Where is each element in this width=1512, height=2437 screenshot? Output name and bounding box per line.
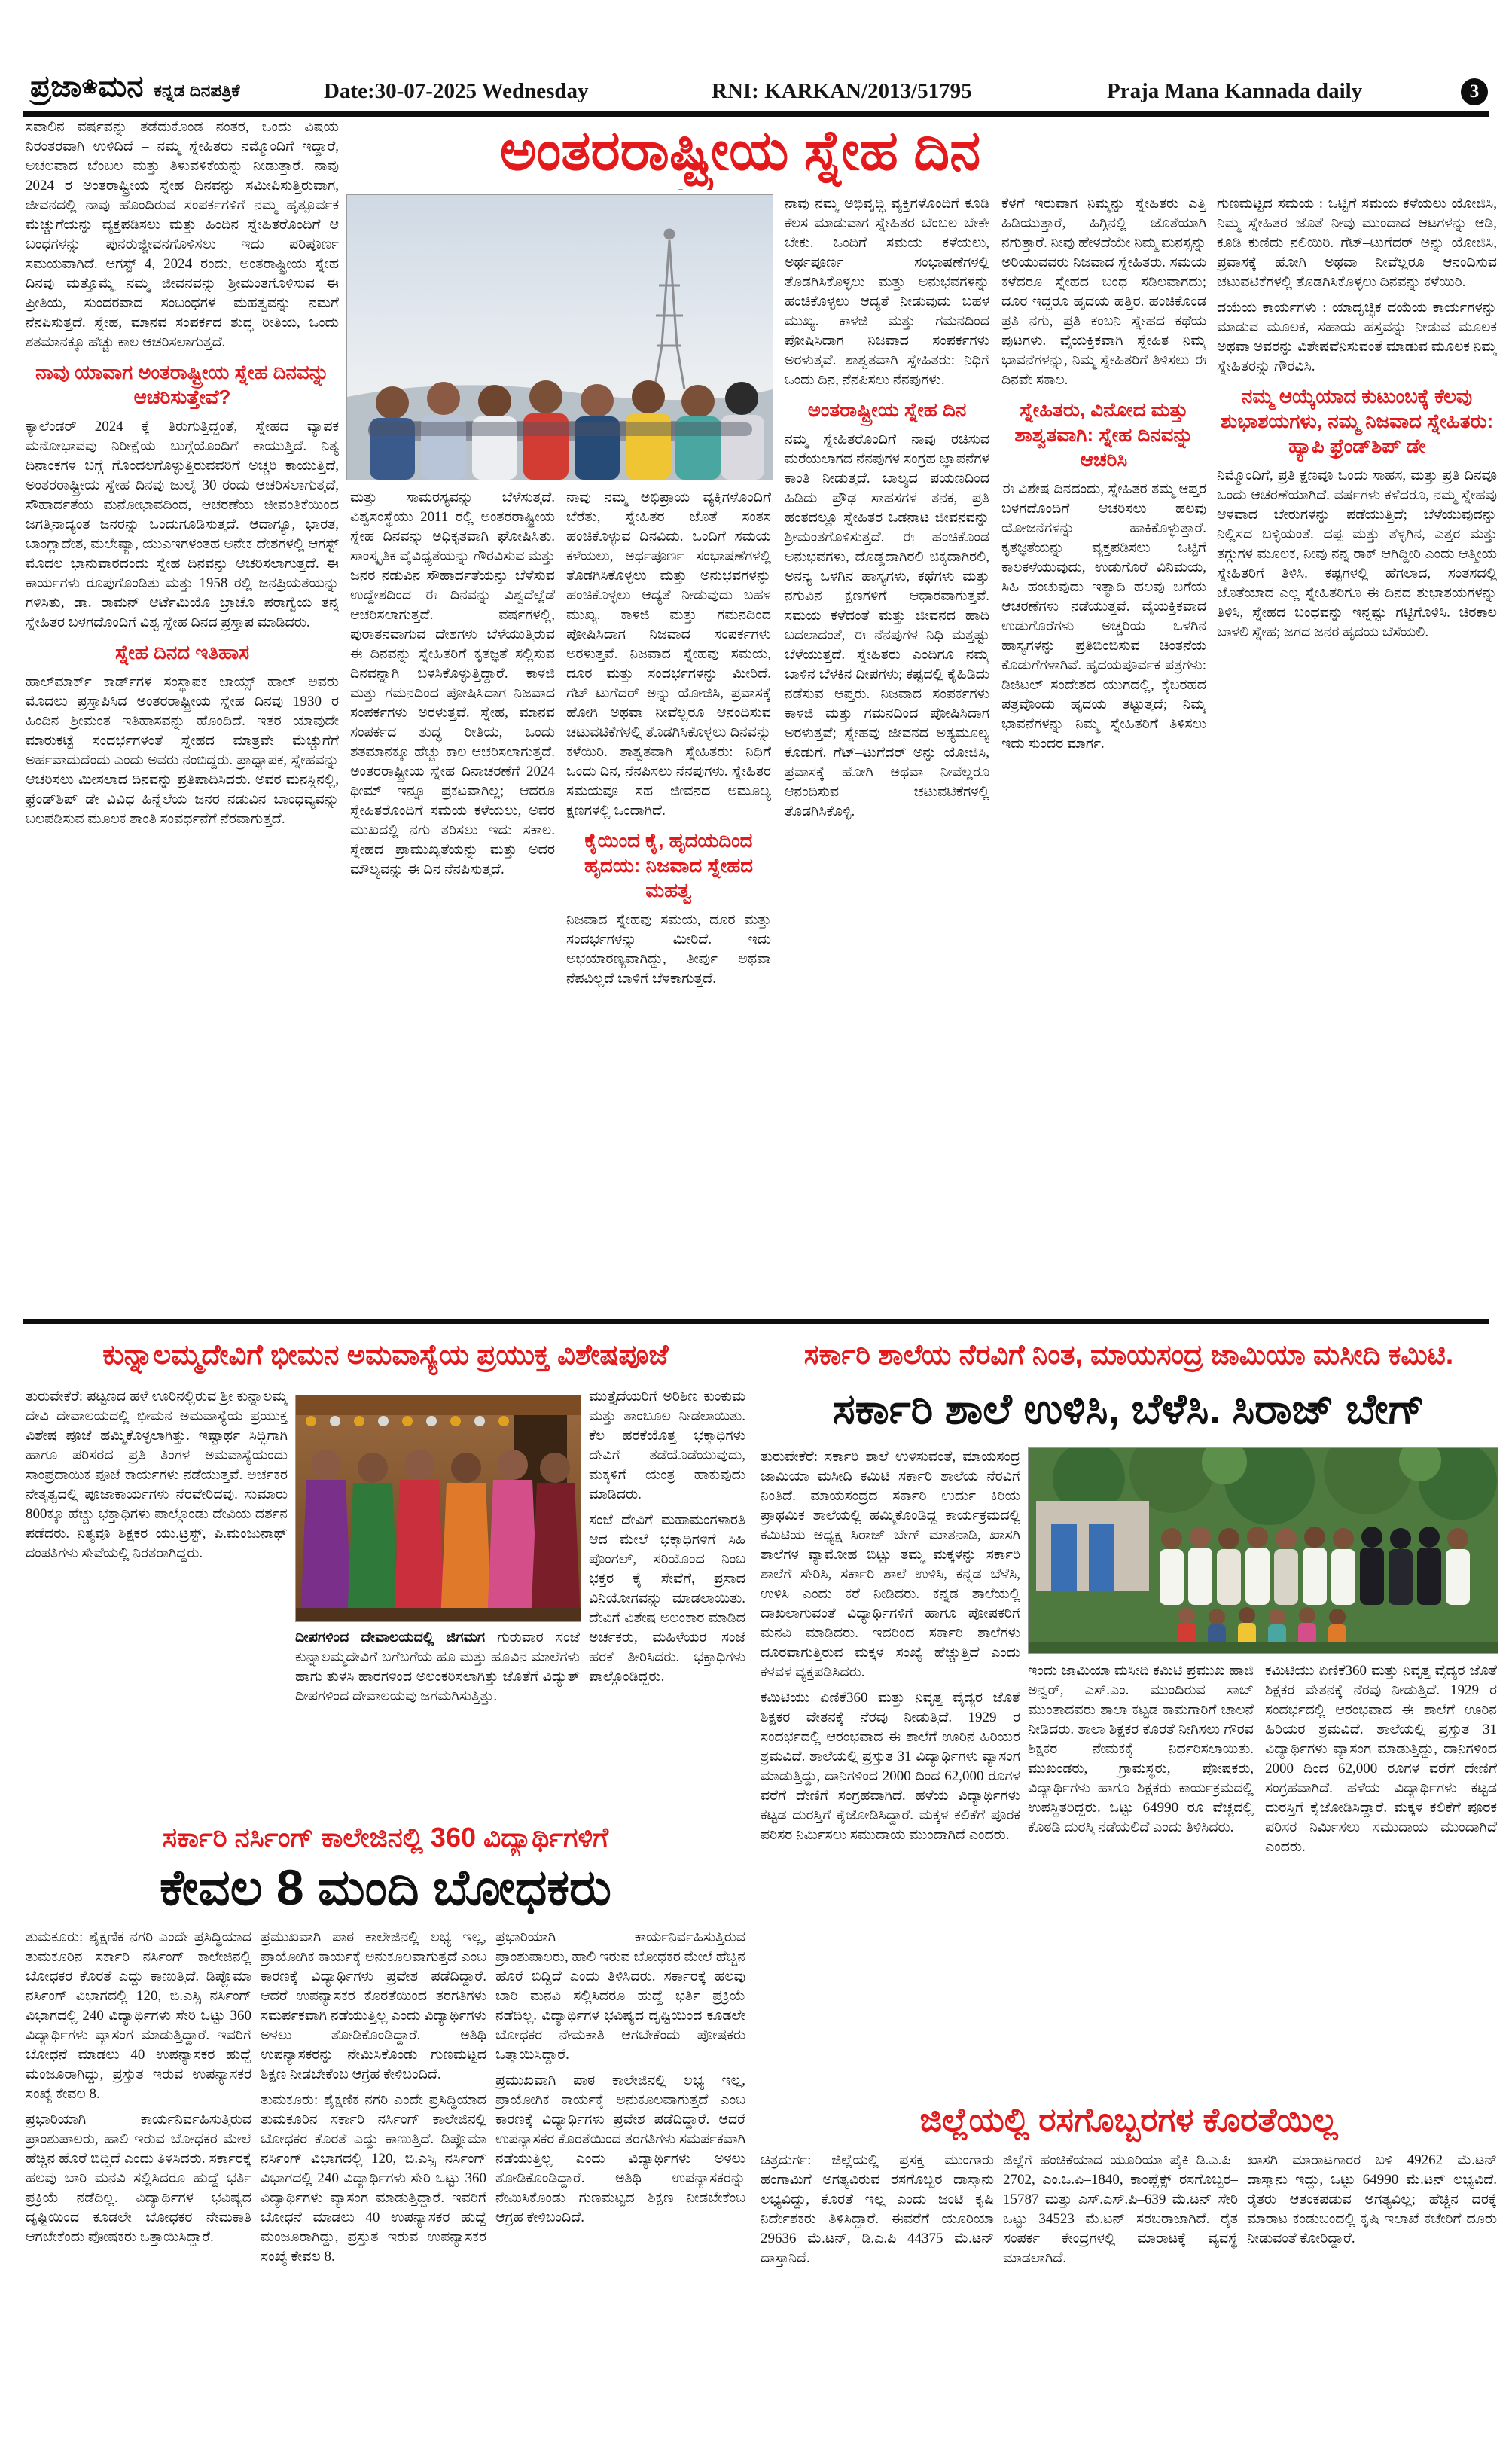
lead-paragraph: ಹಾಲ್‌ಮಾರ್ಕ್ ಕಾರ್ಡ್‌ಗಳ ಸಂಸ್ಥಾಪಕ ಜಾಯ್ಸ್ ಹಾಲ್ ಅವರು ಮೊದಲು ಪ್ರಸ್ತಾಪಿಸಿದ ಅಂತರರಾಷ್ಟ್ರೀಯ ಸ್ನೇಹ ದಿನವು 1930 ರ ಹಿಂದಿನ ಶ್ರೀಮಂತ ಇತಿಹಾಸವನ್ನು ಹೊಂದಿದೆ. ಇತರ ಯಾವುದೇ ಮಾರುಕಟ್ಟೆ ಸಂದರ್ಭಗಳಂತೆ ಸ್ನೇಹದ ಮಾತ್ರವೇ ಮೆಚ್ಚುಗೆಗೆ ಅರ್ಹವಾದುದೆಂದು ಎಂದು ಅವರು ನಂಬಿದ್ದರು. ಪ್ರಾಧ್ಯಾಪಕ, ಸ್ನೇಹವನ್ನು ಆಚರಿಸಲು ಮೀಸಲಾದ ದಿನವನ್ನು ಪ್ರತಿಪಾದಿಸಿದರು. ಅವರ ಮನಸ್ಸಿನಲ್ಲಿ, ಫ್ರೆಂಡ್‌ಶಿಪ್ ಡೇ ವಿವಿಧ ಹಿನ್ನೆಲೆಯ ಜನರ ನಡುವಿನ ಬಾಂಧವ್ಯವನ್ನು ಬಲಪಡಿಸುವ ಮೂಲಕ ಶಾಂತಿ ಸಂವರ್ಧನೆಗೆ ನೆರವಾಗುತ್ತದೆ. [26,674,339,827]
lead-subhead-hand: ಕೈಯಿಂದ ಕೈ, ಹೃದಯದಿಂದ ಹೃದಯ: ನಿಜವಾದ ಸ್ನೇಹದ ಮಹತ್ವ [584,829,754,901]
lead-column-5 [1001,194,1206,1316]
lead-column-4 [785,194,989,1316]
pooja-lead-rest: ಗುರುವಾರ ಸಂಜೆ ಕುನ್ನಾಲಮ್ಮದೇವಿಗೆ ಬಗೆಬಗೆಯ ಹೂ ಮತ್ತು ಹೂವಿನ ಮಾಲೆಗಳು ಹಾಗು ತುಳಸಿ ಹಾರಗಳಿಂದ ಅಲಂಕರಿಸಲಾಗಿತ್ತು ಜೊತೆಗೆ ವಿದ್ಯುತ್ ದೀಪಗಳಿಂದ ದೇವಾಲಯವು ಜಗಮಗಿಸುತ್ತಿತ್ತು. [295,1630,580,1704]
lead-paragraph: ನಿಜವಾದ ಸ್ನೇಹವು ಸಮಯ, ದೂರ ಮತ್ತು ಸಂದರ್ಭಗಳನ್ನು ಮೀರಿದೆ. ಇದು ಅಭಯಾರಣ್ಯವಾಗಿದ್ದು, ತೀರ್ಪು ಅಥವಾ ನೆಪವಿಲ್ಲದೆ ಬಾಳಿಗೆ ಬೆಳಕಾಗುತ್ತದೆ. [566,912,771,987]
pooja-column-1 [26,1387,288,1810]
fertilizer-column-3 [1247,2151,1497,2407]
page-number-badge: 3 [1461,78,1488,105]
lead-column-1 [26,117,339,1316]
lead-column-6 [1217,194,1497,1316]
nursing-column-1 [26,1928,251,2407]
fertilizer-column-2 [1003,2151,1238,2407]
school-column-3 [1265,1661,1497,2094]
lead-paragraph: ಮತ್ತು ಸಾಮರಸ್ಯವನ್ನು ಬೆಳೆಸುತ್ತದೆ. ವಿಶ್ವಸಂಸ್ಥೆಯು 2011 ರಲ್ಲಿ ಅಂತರರಾಷ್ಟ್ರೀಯ ಸ್ನೇಹ ದಿನವನ್ನು ಅಧಿಕೃತವಾಗಿ ಘೋಷಿಸಿತು. ಸಾಂಸ್ಕೃತಿಕ ವೈವಿಧ್ಯತೆಯನ್ನು ಗೌರವಿಸುವ ಮತ್ತು ಜನರ ನಡುವಿನ ಸೌಹಾರ್ದತೆಯನ್ನು ಬೆಳೆಸುವ ಉದ್ದೇಶದಿಂದ ಈ ದಿನವನ್ನು ವಿಶ್ವದೆಲ್ಲೆಡೆ ಆಚರಿಸಲಾಗುತ್ತದೆ. ವರ್ಷಗಳಲ್ಲಿ, ಪುರಾತನವಾಗುವ ದೇಶಗಳು ಬೆಳೆಯುತ್ತಿರುವ ಈ ದಿನವನ್ನು ಸ್ನೇಹಿತರಿಗೆ ಕೃತಜ್ಞತೆ ಸಲ್ಲಿಸುವ ದಿನವನ್ನಾಗಿ ಬಳಸಿಕೊಳ್ಳುತ್ತಿದ್ದಾರೆ. ಕಾಳಜಿ ಮತ್ತು ಗಮನದಿಂದ ಪೋಷಿಸಿದಾಗ ನಿಜವಾದ ಸಂಪರ್ಕಗಳು ಅರಳುತ್ತವೆ. ಸ್ನೇಹ, ಮಾನವ ಸಂಪರ್ಕದ ಶುದ್ಧ ರೀತಿಯ, ಒಂದು ಶತಮಾನಕ್ಕೂ ಹೆಚ್ಚು ಕಾಲ ಆಚರಿಸಲಾಗುತ್ತದೆ. ಅಂತರರಾಷ್ಟ್ರೀಯ ಸ್ನೇಹ ದಿನಾಚರಣೆಗೆ 2024 ಥೀಮ್ ಇನ್ನೂ ಪ್ರಕಟವಾಗಿಲ್ಲ; ಆದರೂ ಸ್ನೇಹಿತರೊಂದಿಗೆ ಸಮಯ ಕಳೆಯಲು, ಅವರ ಮುಖದಲ್ಲಿ ನಗು ತರಿಸಲು ಇದು ಸಕಾಲ. ಸ್ನೇಹದ ಪ್ರಾಮುಖ್ಯತೆಯನ್ನು ಮತ್ತು ಅದರ ಮೌಲ್ಯವನ್ನು ಈ ದಿನ ನೆನಪಿಸುತ್ತದೆ. [350,490,555,877]
masthead-daily-name: Praja Mana Kannada daily [1107,79,1363,103]
lead-paragraph: ಕ್ಯಾಲೆಂಡರ್ 2024 ಕ್ಕೆ ತಿರುಗುತ್ತಿದ್ದಂತೆ, ಸ್ನೇಹದ ವ್ಯಾಪಕ ಮನೋಭಾವವು ನಿರೀಕ್ಷೆಯ ಬುಗ್ಗೆಯೊಂದಿಗೆ ಕಾಯುತ್ತಿದೆ. ನಿತ್ಯ ದಿನಾಂಕಗಳ ಬಗ್ಗೆ ಗೊಂದಲಗೊಳ್ಳುತ್ತಿರುವವರಿಗೆ ಅಚ್ಚರಿ ಕಾಯುತ್ತಿದೆ, ಅಂತರರಾಷ್ಟ್ರೀಯ ಸ್ನೇಹ ದಿನವು ಜುಲೈ 30 ರಂದು ಆಚರಿಸಲಾಗುತ್ತದೆ, ಸೌಹಾರ್ದತೆಯ ಮನೋಭಾವದಿಂದ, ಆಚರಣೆಯ ಜೀವಂತಿಕೆಯಿಂದ ಜಗತ್ತಿನಾದ್ಯಂತ ಜನರನ್ನು ಒಂದುಗೂಡಿಸುತ್ತದೆ. ಆದಾಗ್ಯೂ, ಭಾರತ, ಬಾಂಗ್ಲಾದೇಶ, ಮಲೇಷ್ಯಾ, ಯುಎಇಗಳಂತಹ ಅನೇಕ ದೇಶಗಳಲ್ಲಿ ಆಗಸ್ಟ್ ಮೊದಲ ಭಾನುವಾರದಂದು ಸ್ನೇಹ ದಿನವನ್ನು ಆಚರಿಸಲಾಗುತ್ತದೆ. ಈ ಕಾರ್ಯಗಳು ರೂಪುಗೊಂಡಿತು ಮತ್ತು 1958 ರಲ್ಲಿ ಜನಪ್ರಿಯತೆಯನ್ನು ಗಳಿಸಿತು, ಡಾ. ರಾಮನ್ ಆರ್ಟೆಮಿಯೊ ಬ್ರಾಚೊ ಪರಾಗ್ವೆಯ ತನ್ನ ಸ್ನೇಹಿತರ ಬಳಗದೊಂದಿಗೆ ವಿಶ್ವ ಸ್ನೇಹ ದಿನದ ಪ್ರಸ್ತಾಪ ಮಾಡಿದರು. [26,419,339,630]
fertilizer-column-1 [761,2151,994,2407]
school-column-1 [761,1447,1020,2094]
pooja-column-3 [589,1387,745,1810]
lead-paragraph: ನಾವು ನಮ್ಮ ಅಭಿವೃದ್ಧಿ ವ್ಯಕ್ತಿಗಳೊಂದಿಗೆ ಕೂಡಿ ಕೆಲಸ ಮಾಡುವಾಗ ಸ್ನೇಹಿತರ ಬೆಂಬಲ ಬೇಕೇ ಬೇಕು. ಒಂದಿಗೆ ಸಮಯ ಕಳೆಯಲು, ಅರ್ಥಪೂರ್ಣ ಸಂಭಾಷಣೆಗಳಲ್ಲಿ ತೊಡಗಿಸಿಕೊಳ್ಳಲು ಮತ್ತು ಅನುಭವಗಳನ್ನು ಹಂಚಿಕೊಳ್ಳಲು ಆದ್ಯತೆ ನೀಡುವುದು ಬಹಳ ಮುಖ್ಯ. ಕಾಳಜಿ ಮತ್ತು ಗಮನದಿಂದ ಪೋಷಿಸಿದಾಗ ನಿಜವಾದ ಸಂಪರ್ಕಗಳು ಅರಳುತ್ತವೆ. ಶಾಶ್ವತವಾಗಿ ಸ್ನೇಹಿತರು: ನಿಧಿಗೆ ಒಂದು ದಿನ, ನೆನಪಿಸಲು ನೆನಪುಗಳು. [785,196,989,388]
nursing-column-3 [495,1928,745,2407]
lead-subhead-friends-fun: ಸ್ನೇಹಿತರು, ವಿನೋದ ಮತ್ತು ಶಾಶ್ವತವಾಗಿ: ಸ್ನೇಹ ದಿನವನ್ನು ಆಚರಿಸಿ [1014,398,1193,471]
pooja-headline: ಕುನ್ನಾಲಮ್ಮದೇವಿಗೆ ಭೀಮನ ಅಮವಾಸ್ಯೆಯ ಪ್ರಯುಕ್ತ ವಿಶೇಷಪೂಜೆ [102,1339,669,1370]
nursing-paragraph: ತುಮಕೂರು: ಶೈಕ್ಷಣಿಕ ನಗರಿ ಎಂದೇ ಪ್ರಸಿದ್ಧಿಯಾದ ತುಮಕೂರಿನ ಸರ್ಕಾರಿ ನರ್ಸಿಂಗ್ ಕಾಲೇಜಿನಲ್ಲಿ ಬೋಧಕರ ಕೊರತೆ ಎದ್ದು ಕಾಣುತ್ತಿದೆ. ಡಿಪ್ಲೊಮಾ ನರ್ಸಿಂಗ್ ವಿಭಾಗದಲ್ಲಿ 120, ಬಿ.ಎಸ್ಸಿ ನರ್ಸಿಂಗ್ ವಿಭಾಗದಲ್ಲಿ 240 ವಿದ್ಯಾರ್ಥಿಗಳು ಸೇರಿ ಒಟ್ಟು 360 ವಿದ್ಯಾರ್ಥಿಗಳು ವ್ಯಾಸಂಗ ಮಾಡುತ್ತಿದ್ದಾರೆ. ಇವರಿಗೆ ಬೋಧನೆ ಮಾಡಲು 40 ಉಪನ್ಯಾಸಕರ ಹುದ್ದೆ ಮಂಜೂರಾಗಿದ್ದು, ಪ್ರಸ್ತುತ ಇರುವ ಉಪನ್ಯಾಸಕರ ಸಂಖ್ಯೆ ಕೇವಲ 8. [26,1929,251,2102]
nursing-paragraph: ಪ್ರಮುಖವಾಗಿ ಪಾಠ ಕಾಲೇಜಿನಲ್ಲಿ ಲಭ್ಯ ಇಲ್ಲ, ಪ್ರಾಯೋಗಿಕ ಕಾರ್ಯಕ್ಕೆ ಅನುಕೂಲವಾಗುತ್ತದೆ ಎಂಬ ಕಾರಣಕ್ಕೆ ವಿದ್ಯಾರ್ಥಿಗಳು ಪ್ರವೇಶ ಪಡೆದಿದ್ದಾರೆ. ಆದರೆ ಉಪನ್ಯಾಸಕರ ಕೊರತೆಯಿಂದ ತರಗತಿಗಳು ಸಮರ್ಪಕವಾಗಿ ನಡೆಯುತ್ತಿಲ್ಲ ಎಂದು ವಿದ್ಯಾರ್ಥಿಗಳು ಅಳಲು ತೋಡಿಕೊಂಡಿದ್ದಾರೆ. ಅತಿಥಿ ಉಪನ್ಯಾಸಕರನ್ನು ನೇಮಿಸಿಕೊಂಡು ಗುಣಮಟ್ಟದ ಶಿಕ್ಷಣ ನೀಡಬೇಕೆಂಬ ಆಗ್ರಹ ಕೇಳಿಬಂದಿದೆ. [495,2073,745,2225]
nursing-column-2 [261,1928,486,2407]
lead-subhead-intl: ಅಂತರಾಷ್ಟ್ರೀಯ ಸ್ನೇಹ ದಿನ [807,398,967,421]
school-column-2 [1028,1661,1254,2094]
nursing-headline-red: ಸರ್ಕಾರಿ ನರ್ಸಿಂಗ್ ಕಾಲೇಜಿನಲ್ಲಿ 360 ವಿದ್ಯಾರ್ಥಿಗಳಿಗೆ [162,1822,609,1853]
lead-subhead-when: ನಾವು ಯಾವಾಗ ಅಂತರಾಷ್ಟ್ರೀಯ ಸ್ನೇಹ ದಿನವನ್ನು ಆಚರಿಸುತ್ತೇವೆ? [35,361,329,408]
pooja-paragraph: ಸಂಜೆ ದೇವಿಗೆ ಮಹಾಮಂಗಳಾರತಿ ಆದ ಮೇಲೆ ಭಕ್ತಾಧಿಗಳಿಗೆ ಸಿಹಿ ಪೊಂಗಲ್, ಸರಿಯೊಂದ ನಿಂಬ ಭಕ್ತರ ಕೈ ಸೇವೆಗೆ, ಪ್ರಸಾದ ವಿನಿಯೋಗವನ್ನು ಮಾಡಲಾಯಿತು. ದೇವಿಗೆ ವಿಶೇಷ ಅಲಂಕಾರ ಮಾಡಿದ ಅರ್ಚಕರು, ಮಹಿಳೆಯರ ಸಂಜೆ ಹರಕೆ ತೀರಿಸಿದರು. ಭಕ್ತಾಧಿಗಳು ಪಾಲ್ಗೊಂಡಿದ್ದರು. [589,1512,745,1685]
lead-headline: ಅಂತರರಾಷ್ಟ್ರೀಯ ಸ್ನೇಹ ದಿನ [499,119,981,181]
masthead [23,66,1489,108]
lead-paragraph: ದಯೆಯ ಕಾರ್ಯಗಳು : ಯಾದೃಚ್ಛಿಕ ದಯೆಯ ಕಾರ್ಯಗಳನ್ನು ಮಾಡುವ ಮೂಲಕ, ಸಹಾಯ ಹಸ್ತವನ್ನು ನೀಡುವ ಮೂಲಕ ಅಥವಾ ಅವರನ್ನು ವಿಶೇಷವೆನಿಸುವಂತೆ ಮಾಡುವ ಮೂಲಕ ನಿಮ್ಮ ಸ್ನೇಹಿತರನ್ನು ಗೌರವಿಸಿ. [1217,300,1497,374]
nursing-headline-black: ಕೇವಲ 8 ಮಂದಿ ಬೋಧಕರು [160,1859,611,1915]
lead-column-2 [350,488,555,1316]
lead-paragraph: ನಾವು ನಮ್ಮ ಅಭಿಪ್ರಾಯ ವ್ಯಕ್ತಿಗಳೊಂದಿಗೆ ಬೆರೆತು, ಸ್ನೇಹಿತರ ಜೊತೆ ಸಂತಸ ಹಂಚಿಕೊಳ್ಳುವ ದಿನವಿದು. ಒಂದಿಗೆ ಸಮಯ ಕಳೆಯಲು, ಅರ್ಥಪೂರ್ಣ ಸಂಭಾಷಣೆಗಳಲ್ಲಿ ತೊಡಗಿಸಿಕೊಳ್ಳಲು ಮತ್ತು ಅನುಭವಗಳನ್ನು ಹಂಚಿಕೊಳ್ಳಲು ಆದ್ಯತೆ ನೀಡುವುದು ಬಹಳ ಮುಖ್ಯ. ಕಾಳಜಿ ಮತ್ತು ಗಮನದಿಂದ ಪೋಷಿಸಿದಾಗ ನಿಜವಾದ ಸಂಪರ್ಕಗಳು ಅರಳುತ್ತವೆ. ನಿಜವಾದ ಸ್ನೇಹವು ಸಮಯ, ದೂರ ಮತ್ತು ಸಂದರ್ಭಗಳನ್ನು ಮೀರಿದೆ. ಗೆಟ್–ಟುಗೆದರ್ ಅನ್ನು ಯೋಜಿಸಿ, ಪ್ರವಾಸಕ್ಕೆ ಹೋಗಿ ಅಥವಾ ನೀವೆಲ್ಲರೂ ಆನಂದಿಸುವ ಚಟುವಟಿಕೆಗಳಲ್ಲಿ ತೊಡಗಿಸಿಕೊಳ್ಳಲು ದಿನವನ್ನು ಕಳೆಯಿರಿ. ಶಾಶ್ವತವಾಗಿ ಸ್ನೇಹಿತರು: ನಿಧಿಗೆ ಒಂದು ದಿನ, ನೆನಪಿಸಲು ನೆನಪುಗಳು. ಸ್ನೇಹಿತರ ಸಮಯವೂ ಸಹ ಜೀವನದ ಅಮೂಲ್ಯ ಕ್ಷಣಗಳಲ್ಲಿ ಒಂದಾಗಿದೆ. [566,490,771,819]
lead-paragraph: ಸವಾಲಿನ ವರ್ಷವನ್ನು ತಡೆದುಕೊಂಡ ನಂತರ, ಒಂದು ವಿಷಯ ನಿರಂತರವಾಗಿ ಉಳಿದಿದೆ – ನಮ್ಮ ಸ್ನೇಹಿತರು ನಮ್ಮೊಂದಿಗೆ ಇದ್ದಾರೆ, ಅಚಲವಾದ ಬೆಂಬಲ ಮತ್ತು ತಿಳುವಳಿಕೆಯನ್ನು ನೀಡುತ್ತಾರೆ. ನಾವು 2024 ರ ಅಂತರಾಷ್ಟ್ರೀಯ ಸ್ನೇಹ ದಿನವನ್ನು ಸಮೀಪಿಸುತ್ತಿರುವಾಗ, ಜೀವನದಲ್ಲಿ ನಾವು ಹೊಂದಿರುವ ಸಂಪರ್ಕಗಳಿಗೆ ನಮ್ಮ ಹೃತ್ಪೂರ್ವಕ ಮೆಚ್ಚುಗೆಯನ್ನು ವ್ಯಕ್ತಪಡಿಸಲು ಮತ್ತು ಹಿಂದಿನ ಸ್ನೇಹಿತರೊಂದಿಗೆ ಆ ಬಂಧಗಳನ್ನು ಪುನರುಜ್ಜೀವನಗೊಳಿಸಲು ಇದು ಪರಿಪೂರ್ಣ ಸಮಯವಾಗಿದೆ. ಆಗಸ್ಟ್ 4, 2024 ರಂದು, ಅಂತರಾಷ್ಟ್ರೀಯ ಸ್ನೇಹ ದಿನವು ಮತ್ತೊಮ್ಮೆ ನಮ್ಮ ಜೀವನವನ್ನು ಶ್ರೀಮಂತಗೊಳಿಸುವ ಈ ಪ್ರೀತಿಯ, ಸುಂದರವಾದ ಸಂಬಂಧಗಳ ಮಹತ್ವವನ್ನು ನಮಗೆ ನೆನಪಿಸುತ್ತದೆ. ಸ್ನೇಹ, ಮಾನವ ಸಂಪರ್ಕದ ಶುದ್ಧ ರೀತಿಯ, ಒಂದು ಶತಮಾನಕ್ಕೂ ಹೆಚ್ಚು ಕಾಲ ಆಚರಿಸಲಾಗುತ್ತದೆ. [26,119,339,350]
newspaper-logo [30,70,240,104]
pooja-paragraph: ತುರುವೇಕೆರೆ: ಪಟ್ಟಣದ ಹಳೆ ಊರಿನಲ್ಲಿರುವ ಶ್ರೀ ಕುನ್ನಾಲಮ್ಮ ದೇವಿ ದೇವಾಲಯದಲ್ಲಿ ಭೀಮನ ಅಮವಾಸ್ಯೆಯ ಪ್ರಯುಕ್ತ ವಿಶೇಷ ಪೂಜೆ ಹಮ್ಮಿಕೊಳ್ಳಲಾಗಿತ್ತು. ಇಷ್ಟಾರ್ಥ ಸಿದ್ಧಿಗಾಗಿ ಹಾಗೂ ಪರಿಸರದ ಪ್ರತಿ ತಿಂಗಳ ಅಮವಾಸ್ಯೆಯಂದು ಸಾಂಪ್ರದಾಯಿಕ ಪೂಜೆ ಕಾರ್ಯಗಳು ನಡೆಯುತ್ತವೆ. ಅರ್ಚಕರ ನೇತೃತ್ವದಲ್ಲಿ ಪೂಜಾಕಾರ್ಯಗಳು ನೆರವೇರಿದವು. ಸುಮಾರು 800ಕ್ಕೂ ಹೆಚ್ಚು ಭಕ್ತಾಧಿಗಳು ಪಾಲ್ಗೊಂಡು ದೇವಿಯ ದರ್ಶನ ಪಡೆದರು. ನಿತ್ಯವೂ ಶಿಕ್ಷಕರ ಯು.ಟ್ರಸ್ಟ್, ಪಿ.ಮಂಜುನಾಥ್ ದಂಪತಿಗಳು ಸೇವೆಯಲ್ಲಿ ನಿರತರಾಗಿದ್ದರು. [26,1389,288,1561]
pooja-paragraph: ಮುತ್ತೈದೆಯರಿಗೆ ಅರಿಶಿಣ ಕುಂಕುಮ ಮತ್ತು ತಾಂಬೂಲ ನೀಡಲಾಯಿತು. ಕೆಲ ಹರಕೆಯೊತ್ತ ಭಕ್ತಾಧಿಗಳು ದೇವಿಗೆ ತಡೆಯೊಡೆಯುವುದು, ಮಕ್ಕಳಿಗೆ ಯಂತ್ರ ಹಾಕುವುದು ಮಾಡಿದರು. [589,1389,745,1502]
nursing-paragraph: ಪ್ರಭಾರಿಯಾಗಿ ಕಾರ್ಯನಿರ್ವಹಿಸುತ್ತಿರುವ ಪ್ರಾಂಶುಪಾಲರು, ಹಾಲಿ ಇರುವ ಬೋಧಕರ ಮೇಲೆ ಹೆಚ್ಚಿನ ಹೊರೆ ಬಿದ್ದಿದೆ ಎಂದು ತಿಳಿಸಿದರು. ಸರ್ಕಾರಕ್ಕೆ ಹಲವು ಬಾರಿ ಮನವಿ ಸಲ್ಲಿಸಿದರೂ ಹುದ್ದೆ ಭರ್ತಿ ಪ್ರಕ್ರಿಯೆ ನಡೆದಿಲ್ಲ. ವಿದ್ಯಾರ್ಥಿಗಳ ಭವಿಷ್ಯದ ದೃಷ್ಟಿಯಿಂದ ಕೂಡಲೇ ಬೋಧಕರ ನೇಮಕಾತಿ ಆಗಬೇಕೆಂದು ಪೋಷಕರು ಒತ್ತಾಯಿಸಿದ್ದಾರೆ. [26,2112,251,2245]
lead-subhead-history: ಸ್ನೇಹ ದಿನದ ಇತಿಹಾಸ [114,641,250,663]
lead-paragraph: ಗುಣಮಟ್ಟದ ಸಮಯ : ಒಟ್ಟಿಗೆ ಸಮಯ ಕಳೆಯಲು ಯೋಜಿಸಿ, ನಿಮ್ಮ ಸ್ನೇಹಿತರ ಜೊತೆ ನೀವು–ಮುಂದಾದ ಆಟಗಳನ್ನು ಆಡಿ, ಕೂಡಿ ಕುಣಿದು ನಲಿಯಿರಿ. ಗೆಟ್–ಟುಗೆದರ್ ಅನ್ನು ಯೋಜಿಸಿ, ಪ್ರವಾಸಕ್ಕೆ ಹೋಗಿ ಅಥವಾ ನೀವೆಲ್ಲರೂ ಆನಂದಿಸುವ ಚಟುವಟಿಕೆಗಳಲ್ಲಿ ತೊಡಗಿಸಿಕೊಳ್ಳಲು ದಿನವನ್ನು ಕಳೆಯಿರಿ. [1217,196,1497,290]
masthead-date: Date:30-07-2025 Wednesday [324,79,589,103]
nursing-paragraph: ಪ್ರಭಾರಿಯಾಗಿ ಕಾರ್ಯನಿರ್ವಹಿಸುತ್ತಿರುವ ಪ್ರಾಂಶುಪಾಲರು, ಹಾಲಿ ಇರುವ ಬೋಧಕರ ಮೇಲೆ ಹೆಚ್ಚಿನ ಹೊರೆ ಬಿದ್ದಿದೆ ಎಂದು ತಿಳಿಸಿದರು. ಸರ್ಕಾರಕ್ಕೆ ಹಲವು ಬಾರಿ ಮನವಿ ಸಲ್ಲಿಸಿದರೂ ಹುದ್ದೆ ಭರ್ತಿ ಪ್ರಕ್ರಿಯೆ ನಡೆದಿಲ್ಲ. ವಿದ್ಯಾರ್ಥಿಗಳ ಭವಿಷ್ಯದ ದೃಷ್ಟಿಯಿಂದ ಕೂಡಲೇ ಬೋಧಕರ ನೇಮಕಾತಿ ಆಗಬೇಕೆಂದು ಪೋಷಕರು ಒತ್ತಾಯಿಸಿದ್ದಾರೆ. [495,1929,745,2063]
logo-text-1: ಪ್ರಜಾ [30,70,82,103]
masthead-rni: RNI: KARKAN/2013/51795 [712,79,972,103]
fertilizer-paragraph: ಜಿಲ್ಲೆಗೆ ಹಂಚಿಕೆಯಾದ ಯೂರಿಯಾ ಪೈಕಿ ಡಿ.ಎ.ಪಿ–2702, ಎಂ.ಒ.ಪಿ–1840, ಕಾಂಪ್ಲೆಕ್ಸ್ ರಸಗೊಬ್ಬರ–15787 ಮತ್ತು ಎಸ್.ಎಸ್.ಪಿ–639 ಮೆ.ಟನ್ ಸೇರಿ ಒಟ್ಟು 34523 ಮೆ.ಟನ್ ಸರಬರಾಜಾಗಿದೆ. ರೈತ ಸಂಪರ್ಕ ಕೇಂದ್ರಗಳಲ್ಲಿ ಮಾರಾಟಕ್ಕೆ ವ್ಯವಸ್ಥೆ ಮಾಡಲಾಗಿದೆ. [1003,2152,1238,2266]
school-paragraph: ಇಂದು ಜಾಮಿಯಾ ಮಸೀದಿ ಕಮಿಟಿ ಪ್ರಮುಖ ಹಾಜಿ ಅನ್ವರ್, ಎಸ್.ಎಂ. ಮುಂದಿರುವ ಸಾಬ್ ಮುಂತಾದವರು ಶಾಲಾ ಕಟ್ಟಡ ಕಾಮಗಾರಿಗೆ ಚಾಲನೆ ನೀಡಿದರು. ಶಾಲಾ ಶಿಕ್ಷಕರ ಕೊರತೆ ನೀಗಿಸಲು ಗೌರವ ಶಿಕ್ಷಕರ ನೇಮಕಕ್ಕೆ ನಿರ್ಧರಿಸಲಾಯಿತು. ಮುಖಂಡರು, ಗ್ರಾಮಸ್ಥರು, ಪೋಷಕರು, ವಿದ್ಯಾರ್ಥಿಗಳು ಹಾಗೂ ಶಿಕ್ಷಕರು ಕಾರ್ಯಕ್ರಮದಲ್ಲಿ ಉಪಸ್ಥಿತರಿದ್ದರು. ಒಟ್ಟು 64990 ರೂ ವೆಚ್ಚದಲ್ಲಿ ಕೊಠಡಿ ದುರಸ್ತಿ ನಡೆಯಲಿದೆ ಎಂದು ತಿಳಿಸಿದರು. [1028,1663,1254,1835]
school-headline-black: ಸರ್ಕಾರಿ ಶಾಲೆ ಉಳಿಸಿ, ಬೆಳೆಸಿ. ಸಿರಾಜ್ ಬೇಗ್ [832,1385,1425,1432]
masthead-tagline: ಕನ್ನಡ ದಿನಪತ್ರಿಕೆ [154,81,240,100]
lead-paragraph: ನಮ್ಮ ಸ್ನೇಹಿತರೊಂದಿಗೆ ನಾವು ರಚಿಸುವ ಮರೆಯಲಾಗದ ನೆನಪುಗಳ ಸಂಗ್ರಹ ಜ್ಞಾಪನೆಗಳ ಕಾಂತಿ ನೀಡುತ್ತದೆ. ಬಾಲ್ಯದ ಪಯಣದಿಂದ ಹಿಡಿದು ಪ್ರೌಢ ಸಾಹಸಗಳ ತನಕ, ಪ್ರತಿ ಹಂತದಲ್ಲೂ ಸ್ನೇಹಿತರ ಒಡನಾಟ ಜೀವನವನ್ನು ಶ್ರೀಮಂತಗೊಳಿಸುತ್ತದೆ. ಈ ಹಂಚಿಕೊಂಡ ಅನುಭವಗಳು, ದೊಡ್ಡದಾಗಿರಲಿ ಚಿಕ್ಕದಾಗಿರಲಿ, ಅನನ್ಯ ಒಳಗಿನ ಹಾಸ್ಯಗಳು, ಕಥೆಗಳು ಮತ್ತು ನಗುವಿನ ಕ್ಷಣಗಳಿಗೆ ಆಧಾರವಾಗುತ್ತವೆ. ಸಮಯ ಕಳೆದಂತೆ ಮತ್ತು ಜೀವನದ ಹಾದಿ ಬದಲಾದಂತೆ, ಈ ನೆನಪುಗಳ ನಿಧಿ ಮತ್ತಷ್ಟು ಬೆಳೆಯುತ್ತದೆ. ಸ್ನೇಹಿತರು ಎಂದಿಗೂ ನಮ್ಮ ಬಾಳಿನ ಬೆಳಕಿನ ದೀಪಗಳು; ಕಷ್ಟದಲ್ಲಿ ಕೈಹಿಡಿದು ನಡೆಸುವ ಆಪ್ತರು. ನಿಜವಾದ ಸಂಪರ್ಕಗಳು ಕಾಳಜಿ ಮತ್ತು ಗಮನದಿಂದ ಪೋಷಿಸಿದಾಗ ಅರಳುತ್ತವೆ; ಸ್ನೇಹವು ಜೀವನದ ಅತ್ಯಮೂಲ್ಯ ಕೊಡುಗೆ. ಗೆಟ್–ಟುಗೆದರ್ ಅನ್ನು ಯೋಜಿಸಿ, ಪ್ರವಾಸಕ್ಕೆ ಹೋಗಿ ಅಥವಾ ನೀವೆಲ್ಲರೂ ಆನಂದಿಸುವ ಚಟುವಟಿಕೆಗಳಲ್ಲಿ ತೊಡಗಿಸಿಕೊಳ್ಳಿ. [785,432,989,819]
friendship-photo [346,194,773,480]
fertilizer-paragraph: ಖಾಸಗಿ ಮಾರಾಟಗಾರರ ಬಳಿ 49262 ಮೆ.ಟನ್ ದಾಸ್ತಾನು ಇದ್ದು, ಒಟ್ಟು 64990 ಮೆ.ಟನ್ ಲಭ್ಯವಿದೆ. ರೈತರು ಆತಂಕಪಡುವ ಅಗತ್ಯವಿಲ್ಲ; ಹೆಚ್ಚಿನ ದರಕ್ಕೆ ಮಾರಾಟ ಕಂಡುಬಂದಲ್ಲಿ ಕೃಷಿ ಇಲಾಖೆ ಕಚೇರಿಗೆ ದೂರು ನೀಡುವಂತೆ ಕೋರಿದ್ದಾರೆ. [1247,2152,1497,2246]
fertilizer-headline: ಜಿಲ್ಲೆಯಲ್ಲಿ ರಸಗೊಬ್ಬರಗಳ ಕೊರತೆಯಿಲ್ಲ [919,2102,1338,2139]
pooja-column-2 [295,1628,580,1810]
nursing-paragraph: ಪ್ರಮುಖವಾಗಿ ಪಾಠ ಕಾಲೇಜಿನಲ್ಲಿ ಲಭ್ಯ ಇಲ್ಲ, ಪ್ರಾಯೋಗಿಕ ಕಾರ್ಯಕ್ಕೆ ಅನುಕೂಲವಾಗುತ್ತದೆ ಎಂಬ ಕಾರಣಕ್ಕೆ ವಿದ್ಯಾರ್ಥಿಗಳು ಪ್ರವೇಶ ಪಡೆದಿದ್ದಾರೆ. ಆದರೆ ಉಪನ್ಯಾಸಕರ ಕೊರತೆಯಿಂದ ತರಗತಿಗಳು ಸಮರ್ಪಕವಾಗಿ ನಡೆಯುತ್ತಿಲ್ಲ ಎಂದು ವಿದ್ಯಾರ್ಥಿಗಳು ಅಳಲು ತೋಡಿಕೊಂಡಿದ್ದಾರೆ. ಅತಿಥಿ ಉಪನ್ಯಾಸಕರನ್ನು ನೇಮಿಸಿಕೊಂಡು ಗುಣಮಟ್ಟದ ಶಿಕ್ಷಣ ನೀಡಬೇಕೆಂಬ ಆಗ್ರಹ ಕೇಳಿಬಂದಿದೆ. [261,1929,486,2082]
school-paragraph: ತುರುವೇಕೆರೆ: ಸರ್ಕಾರಿ ಶಾಲೆ ಉಳಿಸುವಂತೆ, ಮಾಯಸಂದ್ರ ಜಾಮಿಯಾ ಮಸೀದಿ ಕಮಿಟಿ ಸರ್ಕಾರಿ ಶಾಲೆಯ ನೆರವಿಗೆ ನಿಂತಿದೆ. ಮಾಯಸಂದ್ರದ ಸರ್ಕಾರಿ ಉರ್ದು ಕಿರಿಯ ಪ್ರಾಥಮಿಕ ಶಾಲೆಯಲ್ಲಿ ಹಮ್ಮಿಕೊಂಡಿದ್ದ ಕಾರ್ಯಕ್ರಮದಲ್ಲಿ ಕಮಿಟಿಯ ಅಧ್ಯಕ್ಷ ಸಿರಾಜ್ ಬೇಗ್ ಮಾತನಾಡಿ, ಖಾಸಗಿ ಶಾಲೆಗಳ ವ್ಯಾಮೋಹ ಬಿಟ್ಟು ತಮ್ಮ ಮಕ್ಕಳನ್ನು ಸರ್ಕಾರಿ ಶಾಲೆಗೆ ಸೇರಿಸಿ, ಸರ್ಕಾರಿ ಶಾಲೆ ಉಳಿಸಿ, ಕನ್ನಡ ಬೆಳೆಸಿ, ಉಳಿಸಿ ಎಂದು ಕರೆ ನೀಡಿದರು. ಕನ್ನಡ ಶಾಲೆಯಲ್ಲಿ ದಾಖಲಾಗುವಂತೆ ವಿದ್ಯಾರ್ಥಿಗಳಿಗೆ ಹಾಗೂ ಪೋಷಕರಿಗೆ ಮನವಿ ಮಾಡಿದರು. ಇದರಿಂದ ಸರ್ಕಾರಿ ಶಾಲೆಗಳು ದೂರವಾಗುತ್ತಿರುವ ಮಕ್ಕಳ ಸಂಖ್ಯೆ ಹೆಚ್ಚುತ್ತಿದೆ ಎಂದು ಕಳವಳ ವ್ಯಕ್ತಪಡಿಸಿದರು. [761,1449,1020,1680]
lead-subhead-wishes: ನಮ್ಮ ಆಯ್ಕೆಯಾದ ಕುಟುಂಬಕ್ಕೆ ಕೆಲವು ಶುಭಾಶಯಗಳು, ನಮ್ಮ ನಿಜವಾದ ಸ್ನೇಹಿತರು: ಹ್ಯಾಪಿ ಫ್ರೆಂಡ್‌ಶಿಪ್ ಡೇ [1220,385,1494,457]
lead-paragraph: ನಿಮ್ಮೊಂದಿಗೆ, ಪ್ರತಿ ಕ್ಷಣವೂ ಒಂದು ಸಾಹಸ, ಮತ್ತು ಪ್ರತಿ ದಿನವೂ ಒಂದು ಆಚರಣೆಯಾಗಿದೆ. ವರ್ಷಗಳು ಕಳೆದರೂ, ನಮ್ಮ ಸ್ನೇಹವು ಆಳವಾದ ಬೇರುಗಳನ್ನು ಪಡೆಯುತ್ತಿದೆ; ಬೆಳೆಯುವುದನ್ನು ನಿಲ್ಲಿಸದ ಬಳ್ಳಿಯಂತೆ. ದಪ್ಪ ಮತ್ತು ತೆಳ್ಳಗಿನ, ಎತ್ತರ ಮತ್ತು ತಗ್ಗುಗಳ ಮೂಲಕ, ನೀವು ನನ್ನ ರಾಕ್ ಆಗಿದ್ದೀರಿ ಎಂದು ಆತ್ಮೀಯ ಸ್ನೇಹಿತರಿಗೆ ತಿಳಿಸಿ. ಕಷ್ಟಗಳಲ್ಲಿ ಹೆಗಲಾದ, ಸಂತಸದಲ್ಲಿ ಜೊತೆಯಾದ ಎಲ್ಲ ಸ್ನೇಹಿತರಿಗೂ ಈ ದಿನದ ಶುಭಾಶಯಗಳನ್ನು ತಿಳಿಸಿ, ಸ್ನೇಹದ ಬಂಧವನ್ನು ಇನ್ನಷ್ಟು ಗಟ್ಟಿಗೊಳಿಸಿ. ಚಿರಕಾಲ ಬಾಳಲಿ ಸ್ನೇಹ; ಜಗದ ಜನರ ಹೃದಯ ಬೆಸೆಯಲಿ. [1217,468,1497,640]
garland-strip [306,1416,509,1426]
lead-paragraph: ಕೆಳಗೆ ಇರುವಾಗ ನಿಮ್ಮನ್ನು ಸ್ನೇಹಿತರು ಎತ್ತಿ ಹಿಡಿಯುತ್ತಾರೆ, ಹಿಗ್ಗಿನಲ್ಲಿ ಜೊತೆಯಾಗಿ ನಗುತ್ತಾರೆ. ನೀವು ಹೇಳದೆಯೇ ನಿಮ್ಮ ಮನಸ್ಸನ್ನು ಅರಿಯುವವರು ನಿಜವಾದ ಸ್ನೇಹಿತರು. ಸಮಯ ಕಳೆದರೂ ಸ್ನೇಹದ ಬಂಧ ಸಡಿಲವಾಗದು; ದೂರ ಇದ್ದರೂ ಹೃದಯ ಹತ್ತಿರ. ಹಂಚಿಕೊಂಡ ಪ್ರತಿ ನಗು, ಪ್ರತಿ ಕಂಬನಿ ಸ್ನೇಹದ ಕಥೆಯ ಪುಟಗಳು. ವೈಯಕ್ತಿಕವಾಗಿ ಸ್ನೇಹಿತ ನಿಮ್ಮ ಭಾವನೆಗಳನ್ನು, ನಿಮ್ಮ ಸ್ನೇಹಿತರಿಗೆ ತಿಳಿಸಲು ಈ ದಿನವೇ ಸಕಾಲ. [1001,196,1206,388]
flower-icon: ❀ [81,75,99,98]
pooja-photo [295,1395,581,1622]
school-photo [1028,1447,1498,1654]
nursing-paragraph: ತುಮಕೂರು: ಶೈಕ್ಷಣಿಕ ನಗರಿ ಎಂದೇ ಪ್ರಸಿದ್ಧಿಯಾದ ತುಮಕೂರಿನ ಸರ್ಕಾರಿ ನರ್ಸಿಂಗ್ ಕಾಲೇಜಿನಲ್ಲಿ ಬೋಧಕರ ಕೊರತೆ ಎದ್ದು ಕಾಣುತ್ತಿದೆ. ಡಿಪ್ಲೊಮಾ ನರ್ಸಿಂಗ್ ವಿಭಾಗದಲ್ಲಿ 120, ಬಿ.ಎಸ್ಸಿ ನರ್ಸಿಂಗ್ ವಿಭಾಗದಲ್ಲಿ 240 ವಿದ್ಯಾರ್ಥಿಗಳು ಸೇರಿ ಒಟ್ಟು 360 ವಿದ್ಯಾರ್ಥಿಗಳು ವ್ಯಾಸಂಗ ಮಾಡುತ್ತಿದ್ದಾರೆ. ಇವರಿಗೆ ಬೋಧನೆ ಮಾಡಲು 40 ಉಪನ್ಯಾಸಕರ ಹುದ್ದೆ ಮಂಜೂರಾಗಿದ್ದು, ಪ್ರಸ್ತುತ ಇರುವ ಉಪನ್ಯಾಸಕರ ಸಂಖ್ಯೆ ಕೇವಲ 8. [261,2092,486,2265]
fertilizer-paragraph: ಚಿತ್ರದುರ್ಗ: ಜಿಲ್ಲೆಯಲ್ಲಿ ಪ್ರಸಕ್ತ ಮುಂಗಾರು ಹಂಗಾಮಿಗೆ ಅಗತ್ಯವಿರುವ ರಸಗೊಬ್ಬರ ದಾಸ್ತಾನು ಲಭ್ಯವಿದ್ದು, ಕೊರತೆ ಇಲ್ಲ ಎಂದು ಜಂಟಿ ಕೃಷಿ ನಿರ್ದೇಶಕರು ತಿಳಿಸಿದ್ದಾರೆ. ಈವರೆಗೆ ಯೂರಿಯಾ 29636 ಮೆ.ಟನ್, ಡಿ.ಎ.ಪಿ 44375 ಮೆ.ಟನ್ ದಾಸ್ತಾನಿದೆ. [761,2152,994,2266]
pooja-photo-lead [295,1628,580,1707]
logo-text-2: ಮನ [98,70,144,103]
pooja-bold-lead: ದೀಪಗಳಿಂದ ದೇವಾಲಯದಲ್ಲಿ ಜಿಗಮಗ [295,1630,485,1646]
lead-paragraph: ಈ ವಿಶೇಷ ದಿನದಂದು, ಸ್ನೇಹಿತರ ತಮ್ಮ ಆಪ್ತರ ಬಳಗದೊಂದಿಗೆ ಆಚರಿಸಲು ಹಲವು ಯೋಜನೆಗಳನ್ನು ಹಾಕಿಕೊಳ್ಳುತ್ತಾರೆ. ಕೃತಜ್ಞತೆಯನ್ನು ವ್ಯಕ್ತಪಡಿಸಲು ಒಟ್ಟಿಗೆ ಕಾಲಕಳೆಯುವುದು, ಉಡುಗೊರೆ ವಿನಿಮಯ, ಸಿಹಿ ಹಂಚುವುದು ಇತ್ಯಾದಿ ಹಲವು ಬಗೆಯ ಆಚರಣೆಗಳು ನಡೆಯುತ್ತವೆ. ವೈಯಕ್ತಿಕವಾದ ಉಡುಗೊರೆಗಳು ಅಚ್ಚರಿಯ ಒಳಗಿನ ಹಾಸ್ಯಗಳನ್ನು ಪ್ರತಿಬಿಂಬಿಸುವ ಚಿಂತನೆಯ ಕೊಡುಗೆಗಳಾಗಿವೆ. ಹೃದಯಪೂರ್ವಕ ಪತ್ರಗಳು: ಡಿಜಿಟಲ್ ಸಂದೇಶದ ಯುಗದಲ್ಲಿ, ಕೈಬರಹದ ಪತ್ರವೊಂದು ಹೃದಯ ತಟ್ಟುತ್ತದೆ; ನಿಮ್ಮ ಭಾವನೆಗಳನ್ನು ನಿಮ್ಮ ಸ್ನೇಹಿತರಿಗೆ ತಿಳಿಸಲು ಇದು ಸುಂದರ ಮಾರ್ಗ. [1001,481,1206,752]
school-headline-red: ಸರ್ಕಾರಿ ಶಾಲೆಯ ನೆರವಿಗೆ ನಿಂತ, ಮಾಯಸಂದ್ರ ಜಾಮಿಯಾ ಮಸೀದಿ ಕಮಿಟಿ. [803,1339,1454,1370]
school-paragraph: ಕಮಿಟಿಯು ಏಣಿಕೆ360 ಮತ್ತು ನಿವೃತ್ತ ವೈದ್ಯರ ಜೊತೆ ಶಿಕ್ಷಕರ ವೇತನಕ್ಕೆ ನೆರವು ನೀಡುತ್ತಿದೆ. 1929 ರ ಸಂದರ್ಭದಲ್ಲಿ ಆರಂಭವಾದ ಈ ಶಾಲೆಗೆ ಊರಿನ ಹಿರಿಯರ ಶ್ರಮವಿದೆ. ಶಾಲೆಯಲ್ಲಿ ಪ್ರಸ್ತುತ 31 ವಿದ್ಯಾರ್ಥಿಗಳು ವ್ಯಾಸಂಗ ಮಾಡುತ್ತಿದ್ದು, ದಾನಿಗಳಿಂದ 2000 ದಿಂದ 62,000 ರೂಗಳ ವರೆಗೆ ದೇಣಿಗೆ ಸಂಗ್ರಹವಾಗಿದೆ. ಹಳೆಯ ವಿದ್ಯಾರ್ಥಿಗಳು ಕಟ್ಟಡ ದುರಸ್ತಿಗೆ ಕೈಜೋಡಿಸಿದ್ದಾರೆ. ಮಕ್ಕಳ ಕಲಿಕೆಗೆ ಪೂರಕ ಪರಿಸರ ನಿರ್ಮಿಸಲು ಸಮುದಾಯ ಮುಂದಾಗಿದೆ ಎಂದರು. [1265,1663,1497,1855]
lead-column-3 [566,488,771,1316]
school-paragraph: ಕಮಿಟಿಯು ಏಣಿಕೆ360 ಮತ್ತು ನಿವೃತ್ತ ವೈದ್ಯರ ಜೊತೆ ಶಿಕ್ಷಕರ ವೇತನಕ್ಕೆ ನೆರವು ನೀಡುತ್ತಿದೆ. 1929 ರ ಸಂದರ್ಭದಲ್ಲಿ ಆರಂಭವಾದ ಈ ಶಾಲೆಗೆ ಊರಿನ ಹಿರಿಯರ ಶ್ರಮವಿದೆ. ಶಾಲೆಯಲ್ಲಿ ಪ್ರಸ್ತುತ 31 ವಿದ್ಯಾರ್ಥಿಗಳು ವ್ಯಾಸಂಗ ಮಾಡುತ್ತಿದ್ದು, ದಾನಿಗಳಿಂದ 2000 ದಿಂದ 62,000 ರೂಗಳ ವರೆಗೆ ದೇಣಿಗೆ ಸಂಗ್ರಹವಾಗಿದೆ. ಹಳೆಯ ವಿದ್ಯಾರ್ಥಿಗಳು ಕಟ್ಟಡ ದುರಸ್ತಿಗೆ ಕೈಜೋಡಿಸಿದ್ದಾರೆ. ಮಕ್ಕಳ ಕಲಿಕೆಗೆ ಪೂರಕ ಪರಿಸರ ನಿರ್ಮಿಸಲು ಸಮುದಾಯ ಮುಂದಾಗಿದೆ ಎಂದರು. [761,1690,1020,1843]
section-divider-rule [23,1319,1489,1324]
